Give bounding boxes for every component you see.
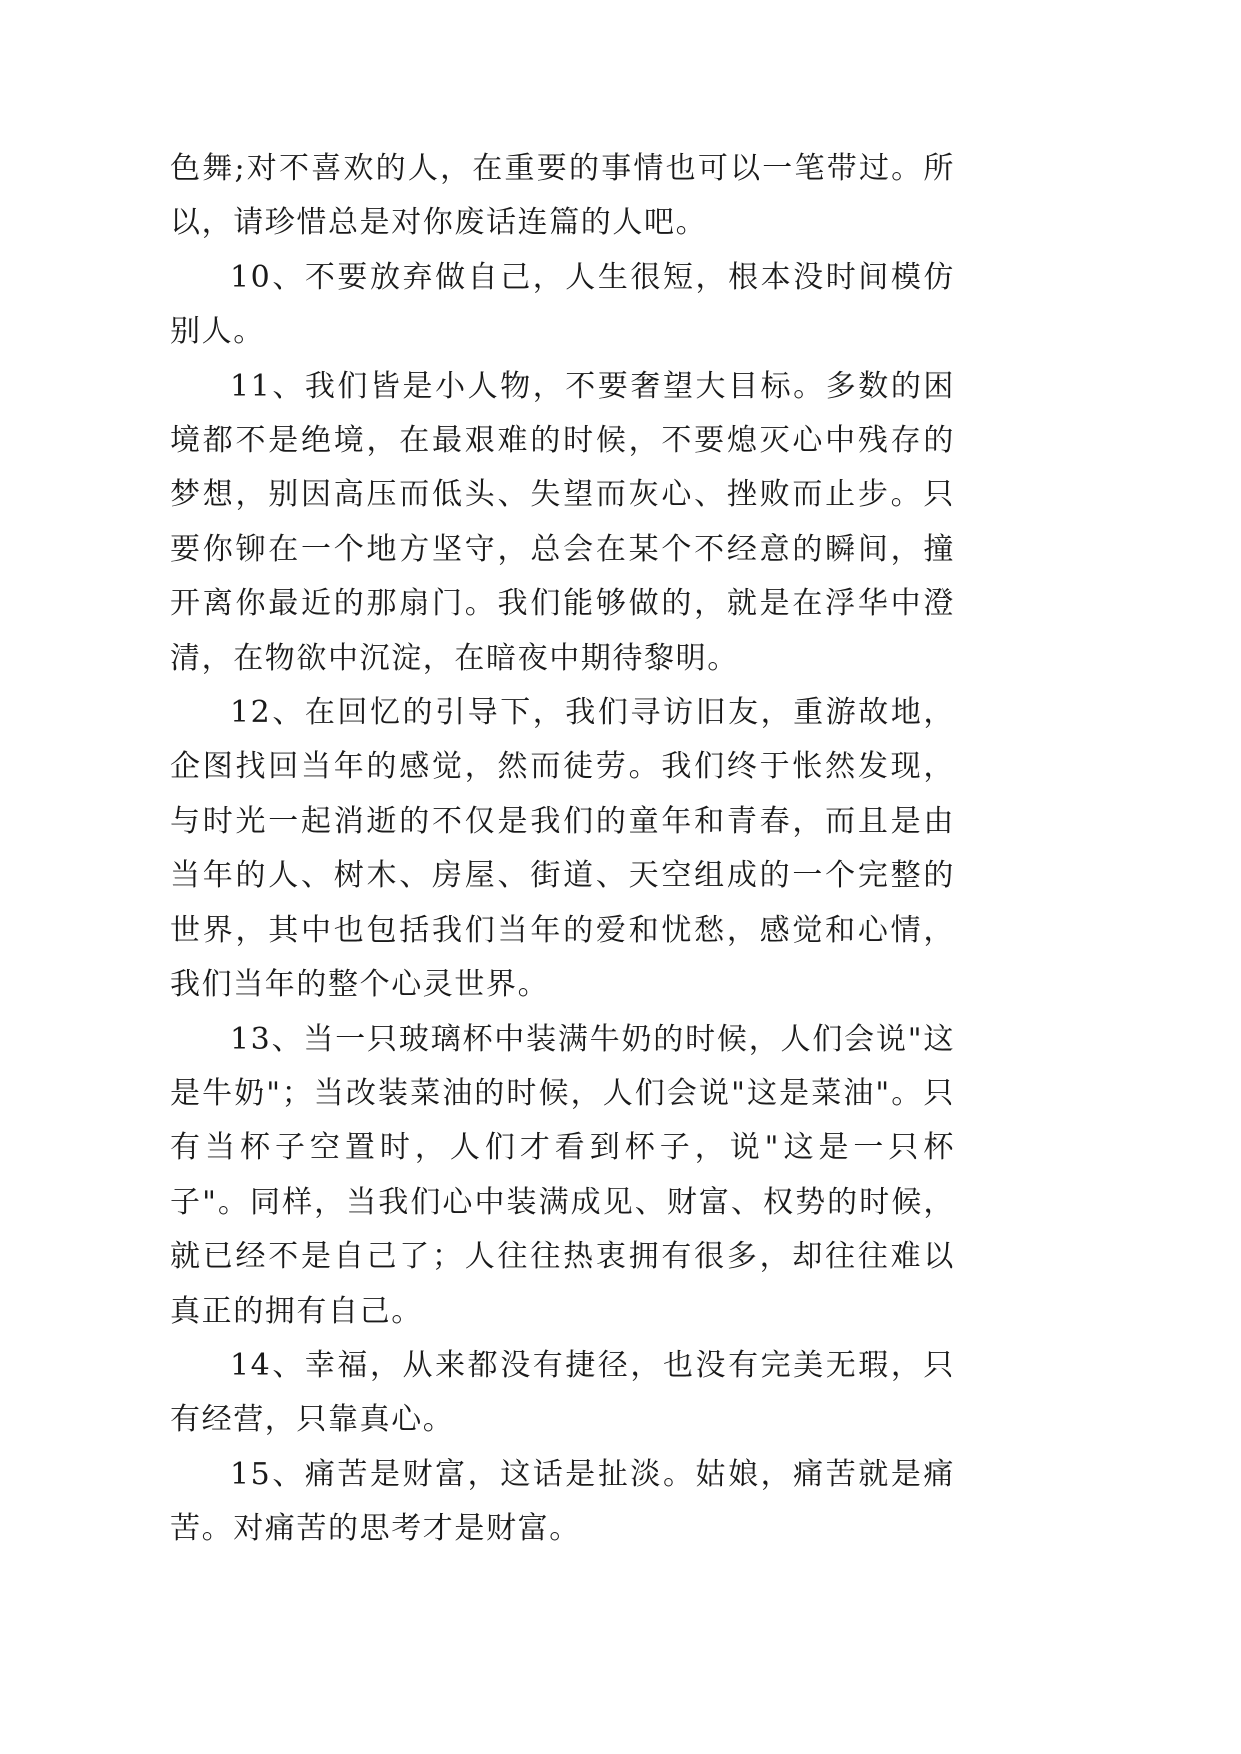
- paragraph-13: 13、当一只玻璃杯中装满牛奶的时候，人们会说"这是牛奶"；当改装菜油的时候，人们会说"这是菜油"。只有当杯子空置时，人们才看到杯子，说"这是一只杯子"。同样，当我们心中装满成见、财富、权势的时候，就已经不是自己了；人往往热衷拥有很多，却往往难以真正的拥有自己。: [170, 1021, 955, 1329]
- paragraph-10: 10、不要放弃做自己，人生很短，根本没时间模仿别人。: [170, 259, 955, 350]
- paragraph-14: 14、幸福，从来都没有捷径，也没有完美无瑕，只有经营，只靠真心。: [170, 1347, 955, 1438]
- paragraph-12: 12、在回忆的引导下，我们寻访旧友，重游故地，企图找回当年的感觉，然而徒劳。我们终于怅然发现，与时光一起消逝的不仅是我们的童年和青春，而且是由当年的人、树木、房屋、街道、天空组成的一个完整的世界，其中也包括我们当年的爱和忧愁，感觉和心情，我们当年的整个心灵世界。: [170, 695, 955, 1003]
- document-body: [170, 142, 955, 1557]
- paragraph-11: 11、我们皆是小人物，不要奢望大目标。多数的困境都不是绝境，在最艰难的时候，不要熄灭心中残存的梦想，别因高压而低头、失望而灰心、挫败而止步。只要你铆在一个地方坚守，总会在某个不经意的瞬间，撞开离你最近的那扇门。我们能够做的，就是在浮华中澄清，在物欲中沉淀，在暗夜中期待黎明。: [170, 368, 955, 676]
- paragraph-continued: 色舞;对不喜欢的人，在重要的事情也可以一笔带过。所以，请珍惜总是对你废话连篇的人吧。: [170, 151, 955, 241]
- paragraph-15: 15、痛苦是财富，这话是扯淡。姑娘，痛苦就是痛苦。对痛苦的思考才是财富。: [170, 1456, 955, 1547]
